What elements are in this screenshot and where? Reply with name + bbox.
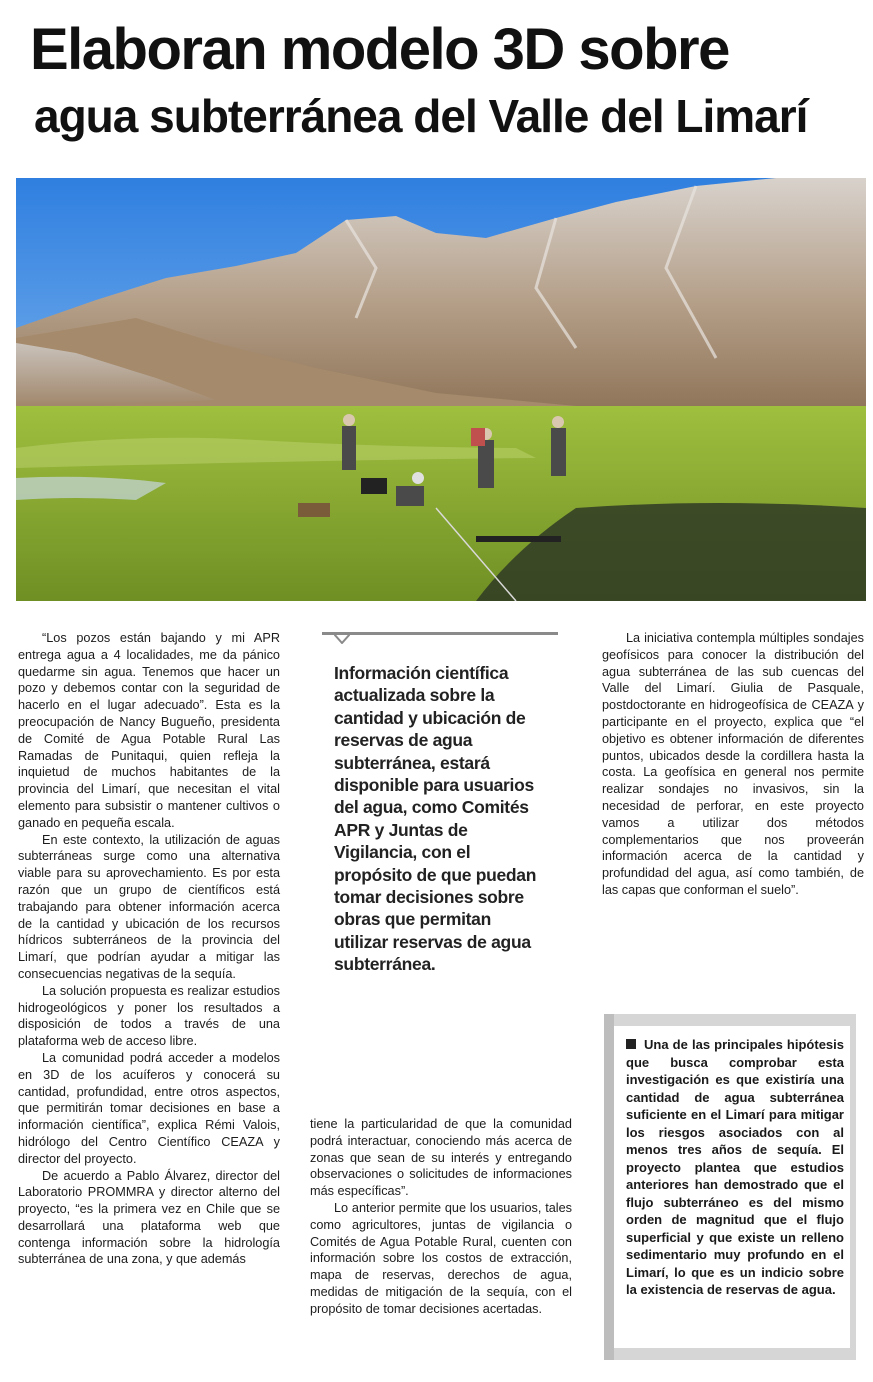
paragraph: tiene la particularidad de que la comunidad podrá interactuar, conociendo más acerca de zonas que sean de su interés y entregando observaciones o solicitudes de informaciones más específicas”. — [310, 1117, 572, 1199]
sidebar-box — [604, 1014, 856, 1360]
pull-quote-text: Información científica actualizada sobre la cantidad y ubicación de reservas de agua subterránea, estará disponible para usuarios del agua, como Comités APR y Juntas de Vigilancia, con el propósito de que puedan tomar decisiones sobre obras que permitan utilizar reservas de agua subterránea. — [334, 663, 537, 975]
paragraph: “Los pozos están bajando y mi APR entrega agua a 4 localidades, me da pánico quedarme sin agua. Tenemos que hacer un pozo y debemos contar con la seguridad de hacerlo en el lugar adecuado”. Esta es la preocupación de Nancy Bugueño, presidenta de Comité de Agua Potable Rural Las Ramadas de Punitaqui, quien refleja la inquietud de muchos habitantes de la provincia del Limarí, que necesitan el vital elemento para subsistir o mantener cultivos o ganado en pequeña escala. — [18, 631, 280, 830]
paragraph: Lo anterior permite que los usuarios, tales como agricultores, juntas de vigilancia o Comités de Agua Potable Rural, cuenten con información sobre los costos de extracción, mapa de reservas, derechos de agua, medidas de mitigación de la sequía, con el propósito de tomar decisiones acertadas. — [310, 1200, 572, 1316]
valley-photo — [16, 178, 866, 601]
headline-line-2: agua subterránea del Valle del Limarí — [34, 90, 808, 142]
paragraph: La solución propuesta es realizar estudios hidrogeológicos y poner los resultados a disposición de todos a través de una plataforma web de acceso libre. — [18, 983, 280, 1049]
pull-quote-rule — [322, 632, 558, 635]
article-column-1 — [18, 630, 280, 1268]
sidebar-box-text — [626, 1036, 844, 1299]
headline-line-1: Elaboran modelo 3D sobre — [30, 17, 729, 82]
sidebar-box-panel — [614, 1026, 850, 1348]
sidebar-box-body: Una de las principales hipótesis que busca comprobar esta investigación es que existiría una cantidad de agua subterránea suficiente en el Limarí para mitigar los riesgos asociados con al menos tres años de sequía. El proyecto plantea que estudios anteriores han demostrado que el flujo subterráneo es del mismo orden de magnitud que el flujo superficial y que existe un relleno sedimentario muy profundo en el Limarí, lo que es un indicio sobre la existencia de reservas de agua. — [626, 1037, 844, 1297]
headline — [30, 14, 860, 146]
paragraph: La iniciativa contempla múltiples sondajes geofísicos para conocer la distribución del agua subterránea de las sub cuencas del Valle del Limarí. Giulia de Pasquale, postdoctorante en hidrogeofísica de CEAZA y participante en el proyecto, explica que “el objetivo es obtener información de diferentes puntos, ubicados desde la cordillera hasta la costa. La geofísica en general nos permite realizar sondajes no invasivos, sin la necesidad de perforar, en este proyecto vamos a utilizar dos métodos complementarios que nos proveerán información acerca de la cantidad y profundidad del agua, así como también, de las capas que conforman el suelo”. — [602, 631, 864, 897]
paragraph: En este contexto, la utilización de aguas subterráneas surge como una alternativa viable para su aprovechamiento. Es por esta razón que un grupo de científicos está trabajando para obtener información acerca de la cantidad y ubicación de los recursos hídricos subterráneos de la provincia del Limarí, que podrían ayudar a mitigar las consecuencias negativas de la sequía. — [18, 832, 280, 981]
paragraph: De acuerdo a Pablo Álvarez, director del Laboratorio PROMMRA y director alterno del proyecto, “es la primera vez en Chile que se desarrollará una plataforma web que contenga información sobre la hidrología subterránea de una zona, y que además — [18, 1168, 280, 1267]
square-bullet-icon — [626, 1039, 636, 1049]
article-column-3 — [602, 630, 864, 899]
article-column-2 — [310, 1116, 572, 1318]
pull-quote-notch-icon — [334, 634, 350, 644]
sidebar-box-shade — [604, 1014, 614, 1360]
paragraph: La comunidad podrá acceder a modelos en 3D de los acuíferos y conocerá su cantidad, profundidad, entre otros aspectos, que permitirán tomar decisiones en base a información científica”, explica Rémi Valois, hidrólogo del Centro Científico CEAZA y director del proyecto. — [18, 1050, 280, 1166]
